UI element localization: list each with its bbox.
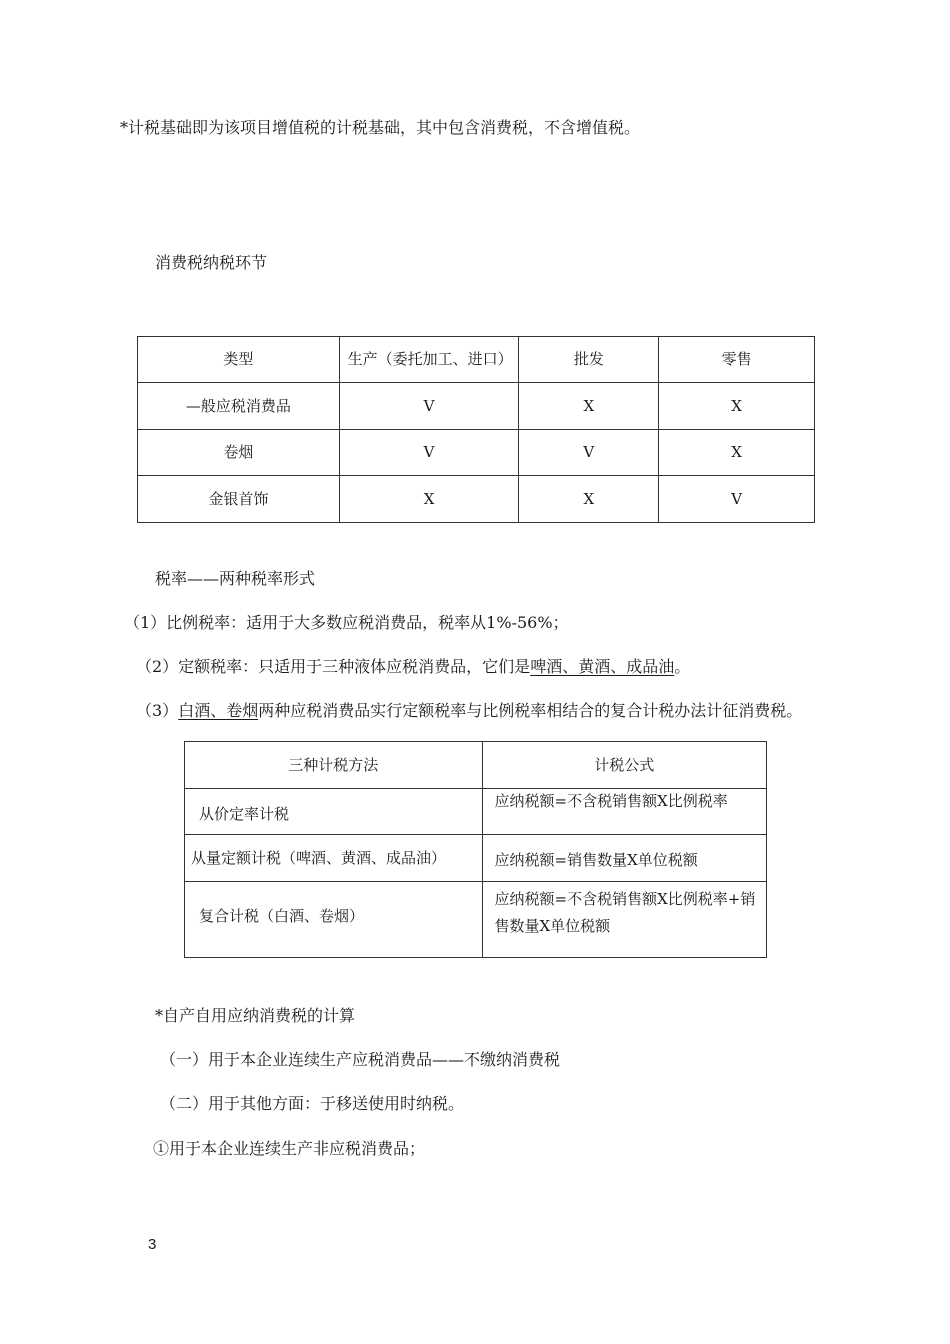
page-number: 3 — [148, 1236, 157, 1253]
self-use-item-2: （二）用于其他方面：于移送使用时纳税。 — [160, 1094, 465, 1113]
section-title-tax-rate: 税率——两种税率形式 — [155, 569, 316, 588]
self-use-item-3: ①用于本企业连续生产非应税消费品； — [153, 1139, 426, 1158]
rate-item-3-underlined: 白酒、卷烟 — [178, 701, 259, 720]
table-row — [185, 835, 767, 882]
tax-method-table — [184, 741, 767, 958]
header-cell: 类型 — [138, 337, 340, 383]
rate-item-1: （1）比例税率：适用于大多数应税消费品，税率从1%-56%； — [124, 613, 569, 632]
section-title-tax-stage: 消费税纳税环节 — [155, 253, 268, 272]
table-cell: V — [519, 430, 659, 476]
table-cell: X — [659, 383, 815, 430]
self-use-item-1: （一）用于本企业连续生产应税消费品——不缴纳消费税 — [160, 1050, 561, 1069]
rate-item-3 — [136, 701, 802, 721]
table-cell: 复合计税（白酒、卷烟） — [185, 882, 483, 958]
table-cell: X — [659, 430, 815, 476]
rate-item-2-prefix: （2）定额税率：只适用于三种液体应税消费品，它们是 — [136, 657, 531, 676]
table-row — [185, 789, 767, 835]
table-cell: V — [339, 430, 519, 476]
table-cell: 从价定率计税 — [185, 789, 483, 835]
table-header-row — [138, 337, 815, 383]
rate-item-3-suffix: 两种应税消费品实行定额税率与比例税率相结合的复合计税办法计征消费税。 — [258, 701, 803, 720]
rate-item-2 — [136, 657, 690, 677]
section-title-self-use: *自产自用应纳消费税的计算 — [155, 1006, 356, 1025]
tax-stage-table — [137, 336, 815, 523]
table-header-row — [185, 742, 767, 789]
table-cell: X — [339, 476, 519, 523]
rate-item-3-prefix: （3） — [136, 701, 179, 720]
rate-item-2-suffix: 。 — [674, 657, 691, 676]
header-cell: 批发 — [519, 337, 659, 383]
table-cell: 应纳税额=不含税销售额X比例税率+销售数量X单位税额 — [482, 882, 767, 958]
table-cell: V — [659, 476, 815, 523]
table-row — [138, 476, 815, 523]
table-row — [138, 430, 815, 476]
table-cell: X — [519, 383, 659, 430]
table-cell: V — [339, 383, 519, 430]
header-cell: 计税公式 — [482, 742, 767, 789]
table-cell: 应纳税额=销售数量X单位税额 — [482, 835, 767, 882]
header-cell: 生产（委托加工、进口） — [339, 337, 519, 383]
table-row — [185, 882, 767, 958]
table-cell: 卷烟 — [138, 430, 340, 476]
table-cell: 应纳税额=不含税销售额X比例税率 — [482, 789, 767, 835]
table-cell: 金银首饰 — [138, 476, 340, 523]
rate-item-2-underlined: 啤酒、黄酒、成品油 — [530, 657, 675, 676]
table-cell: 从量定额计税（啤酒、黄酒、成品油） — [185, 835, 483, 882]
header-cell: 零售 — [659, 337, 815, 383]
table-cell: —般应税消费品 — [138, 383, 340, 430]
table-row — [138, 383, 815, 430]
header-cell: 三种计税方法 — [185, 742, 483, 789]
table-cell: X — [519, 476, 659, 523]
top-note: *计税基础即为该项目增值税的计税基础，其中包含消费税，不含增值税。 — [120, 118, 641, 137]
